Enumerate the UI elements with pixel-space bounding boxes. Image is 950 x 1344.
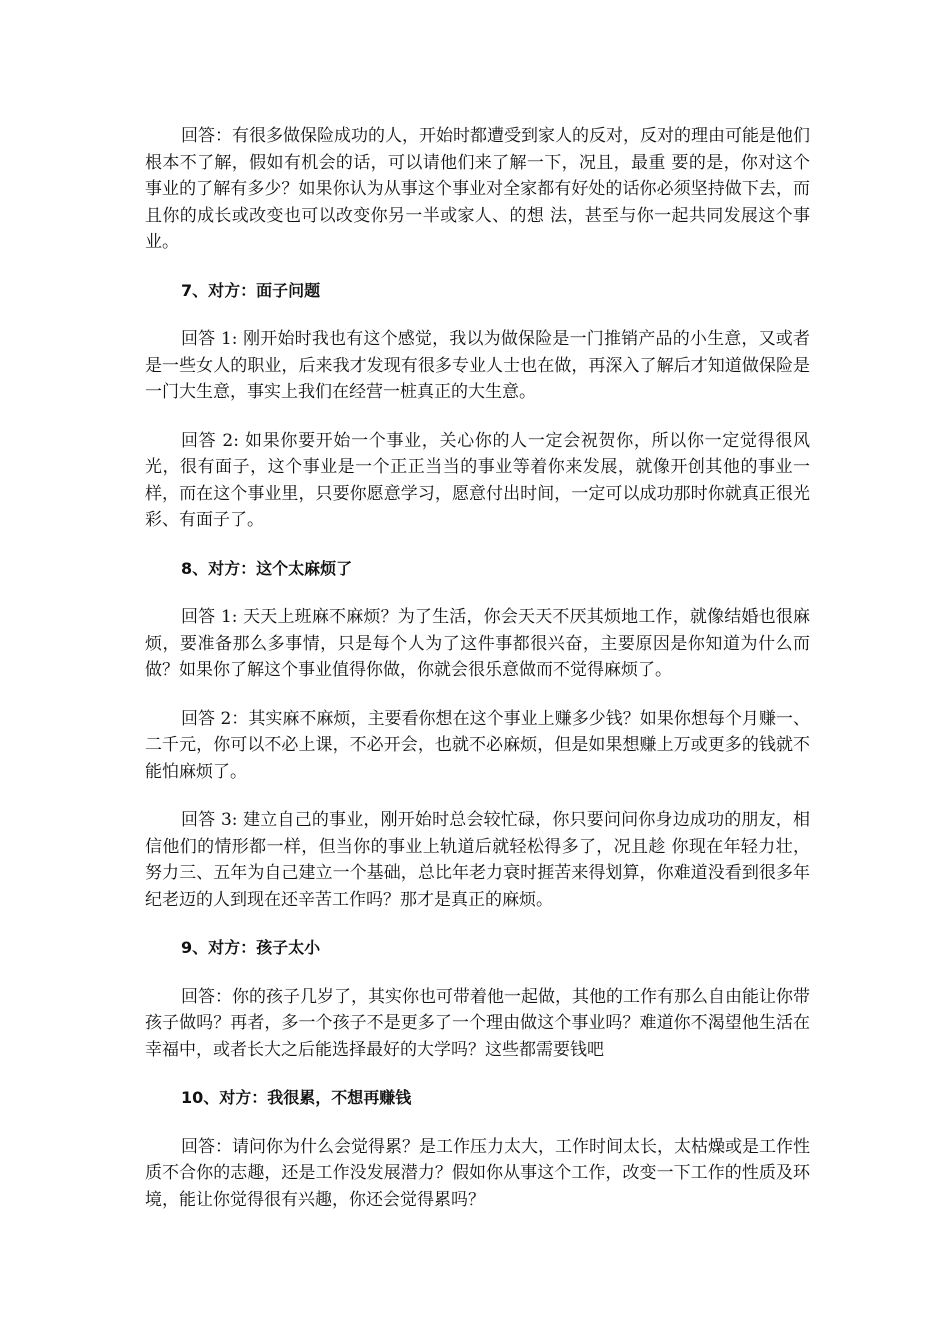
section-heading-9: 9、对方：孩子太小 xyxy=(181,938,321,957)
paragraph-answer-8-2: 回答 2：其实麻不麻烦，主要看你想在这个事业上赚多少钱？如果你想每个月赚一、二千元，你可以不必上课，不必开会，也就不必麻烦，但是如果想赚上万或更多的钱就不能怕麻烦了。 xyxy=(145,708,810,782)
section-heading-8: 8、对方：这个太麻烦了 xyxy=(181,558,353,578)
paragraph-answer-9: 回答：你的孩子几岁了，其实你也可带着他一起做，其他的工作有那么自由能让你带孩子做吗？再者，多一个孩子不是更多了一个理由做这个事业吗？难道你不渴望他生活在幸福中，或者长大之后能选择最好的大学吗？这些都需要钱吧 xyxy=(145,986,810,1060)
section-heading-7: 7、对方：面子问题 xyxy=(181,280,321,300)
paragraph-answer-8-1: 回答 1: 天天上班麻不麻烦？为了生活，你会天天不厌其烦地工作，就像结婚也很麻烦，要准备那么多事情，只是每个人为了这件事都很兴奋，主要原因是你知道为什么而做？如果你了解这个事业值得你做，你就会很乐意做而不觉得麻烦了。 xyxy=(145,607,810,680)
paragraph-answer-8-3: 回答 3: 建立自己的事业，刚开始时总会较忙碌，你只要问问你身边成功的朋友，相信他们的情形都一样，但当你的事业上轨道后就轻松得多了，况且趁 你现在年轻力壮，努力三、五年为自己建立一个基础，总比年老力衰时捱苦来得划算，你难道没看到很多年纪老迈的人到现在还辛苦工作吗？那才是真正的麻烦。 xyxy=(145,810,810,910)
paragraph-answer-10: 回答：请问你为什么会觉得累？是工作压力太大，工作时间太长，太枯燥或是工作性质不合你的志趣，还是工作没发展潜力？假如你从事这个工作，改变一下工作的性质及环境，能让你觉得很有兴趣，你还会觉得累吗？ xyxy=(145,1136,810,1210)
document-body xyxy=(145,123,810,1235)
section-heading-10: 10、对方：我很累，不想再赚钱 xyxy=(181,1088,412,1107)
paragraph-answer: 回答：有很多做保险成功的人，开始时都遭受到家人的反对，反对的理由可能是他们根本不了解，假如有机会的话，可以请他们来了解一下，况且，最重 要的是，你对这个事业的了解有多少？如果你认为从事这个事业对全家都有好处的话你必须坚持做下去，而且你的成长或改变也可以改变你另一半或家人、的想 法，甚至与你一起共同发展这个事业。 xyxy=(145,126,810,252)
paragraph-answer-7-2: 回答 2: 如果你要开始一个事业，关心你的人一定会祝贺你，所以你一定觉得很风光，很有面子，这个事业是一个正正当当的事业等着你来发展，就像开创其他的事业一样，而在这个事业里，只要你愿意学习，愿意付出时间，一定可以成功那时你就真正很光彩、有面子了。 xyxy=(145,430,810,530)
paragraph-answer-7-1: 回答 1: 刚开始时我也有这个感觉，我以为做保险是一门推销产品的小生意，又或者是一些女人的职业，后来我才发现有很多专业人士也在做，再深入了解后才知道做保险是一门大生意，事实上我们在经营一桩真正的大生意。 xyxy=(145,329,810,402)
